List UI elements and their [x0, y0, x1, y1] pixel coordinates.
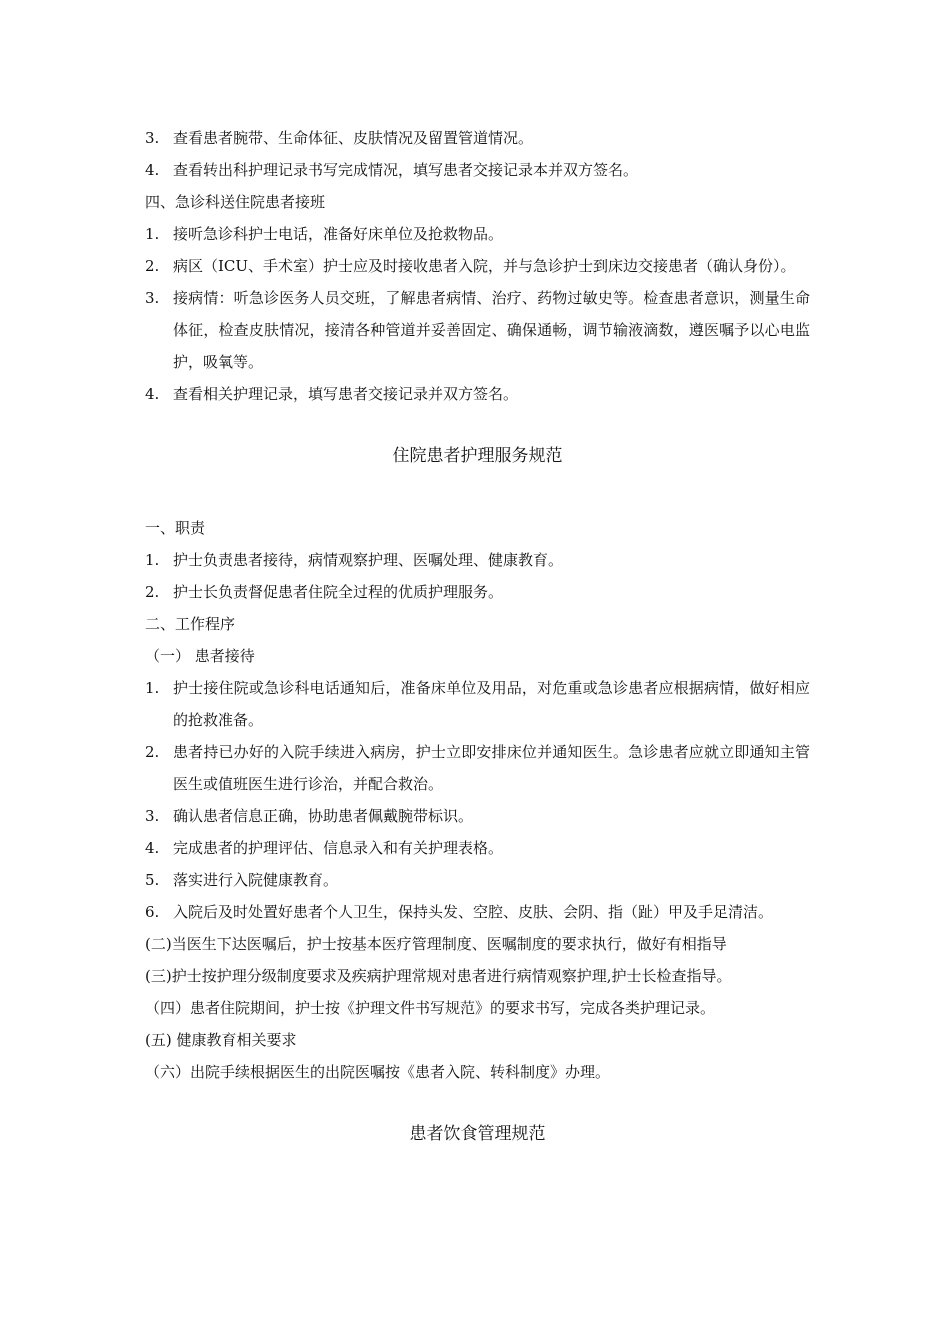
item-text: 查看相关护理记录，填写患者交接记录并双方签名。 [173, 385, 519, 403]
subsection-paragraph: (二)当医生下达医嘱后，护士按基本医疗管理制度、医嘱制度的要求执行，做好有相指导 [145, 935, 727, 953]
item-number: 5. [145, 871, 160, 889]
item-text: 入院后及时处置好患者个人卫生，保持头发、空腔、皮肤、会阴、指（趾）甲及手足清洁。 [173, 903, 774, 921]
item-text: 病区（ICU、手术室）护士应及时接收患者入院，并与急诊护士到床边交接患者（确认身份）。 [173, 257, 796, 275]
section-heading: 一、职责 [145, 519, 206, 537]
item-text: 确认患者信息正确，协助患者佩戴腕带标识。 [173, 807, 474, 825]
list-item [145, 832, 810, 864]
subsection-paragraph: (三)护士按护理分级制度要求及疾病护理常规对患者进行病情观察护理,护士长检查指导。 [145, 967, 732, 985]
subsection-paragraph: （四）患者住院期间，护士按《护理文件书写规范》的要求书写，完成各类护理记录。 [145, 999, 716, 1017]
subsection-paragraph: (五) 健康教育相关要求 [145, 1031, 297, 1049]
item-text: 落实进行入院健康教育。 [173, 871, 339, 889]
item-number: 2. [145, 583, 160, 601]
item-number: 1. [145, 225, 160, 243]
item-text: 接听急诊科护士电话，准备好床单位及抢救物品。 [173, 225, 504, 243]
item-text: 护士长负责督促患者住院全过程的优质护理服务。 [173, 583, 504, 601]
document-body [145, 122, 810, 1150]
item-text: 查看患者腕带、生命体征、皮肤情况及留置管道情况。 [173, 129, 534, 147]
item-number: 2. [145, 257, 160, 275]
item-number: 1. [145, 551, 160, 569]
list-item [145, 122, 810, 154]
item-text: 查看转出科护理记录书写完成情况，填写患者交接记录本并双方签名。 [173, 161, 639, 179]
item-number: 3. [145, 807, 160, 825]
item-text: 护士接住院或急诊科电话通知后，准备床单位及用品，对危重或急诊患者应根据病情，做好相应的抢救准备。 [173, 679, 810, 729]
section-heading: 二、工作程序 [145, 615, 236, 633]
item-number: 4. [145, 385, 160, 403]
list-item [145, 736, 810, 800]
item-number: 6. [145, 903, 160, 921]
list-item [145, 378, 810, 410]
section-title: 住院患者护理服务规范 [392, 446, 563, 466]
item-number: 4. [145, 839, 160, 857]
item-number: 2. [145, 743, 160, 761]
item-number: 1. [145, 679, 160, 697]
list-item [145, 250, 810, 282]
list-item [145, 672, 810, 736]
item-number: 3. [145, 289, 160, 307]
subsection-paragraph: （六）出院手续根据医生的出院医嘱按《患者入院、转科制度》办理。 [145, 1063, 611, 1081]
item-text: 护士负责患者接待，病情观察护理、医嘱处理、健康教育。 [173, 551, 564, 569]
item-text: 完成患者的护理评估、信息录入和有关护理表格。 [173, 839, 504, 857]
list-item [145, 282, 810, 378]
list-item [145, 218, 810, 250]
item-text: 患者持已办好的入院手续进入病房，护士立即安排床位并通知医生。急诊患者应就立即通知主管医生或值班医生进行诊治，并配合救治。 [173, 743, 810, 793]
list-item [145, 576, 810, 608]
item-text: 接病情：听急诊医务人员交班，了解患者病情、治疗、药物过敏史等。检查患者意识，测量生命体征，检查皮肤情况，接清各种管道并妥善固定、确保通畅，调节输液滴数，遵医嘱予以心电监护，吸氧等。 [173, 289, 810, 371]
list-item [145, 864, 810, 896]
subsection-heading: （一） 患者接待 [145, 647, 255, 665]
list-item [145, 544, 810, 576]
section-heading: 四、急诊科送住院患者接班 [145, 193, 326, 211]
item-number: 3. [145, 129, 160, 147]
list-item [145, 896, 810, 928]
list-item [145, 154, 810, 186]
item-number: 4. [145, 161, 160, 179]
section-title: 患者饮食管理规范 [409, 1124, 546, 1144]
list-item [145, 800, 810, 832]
